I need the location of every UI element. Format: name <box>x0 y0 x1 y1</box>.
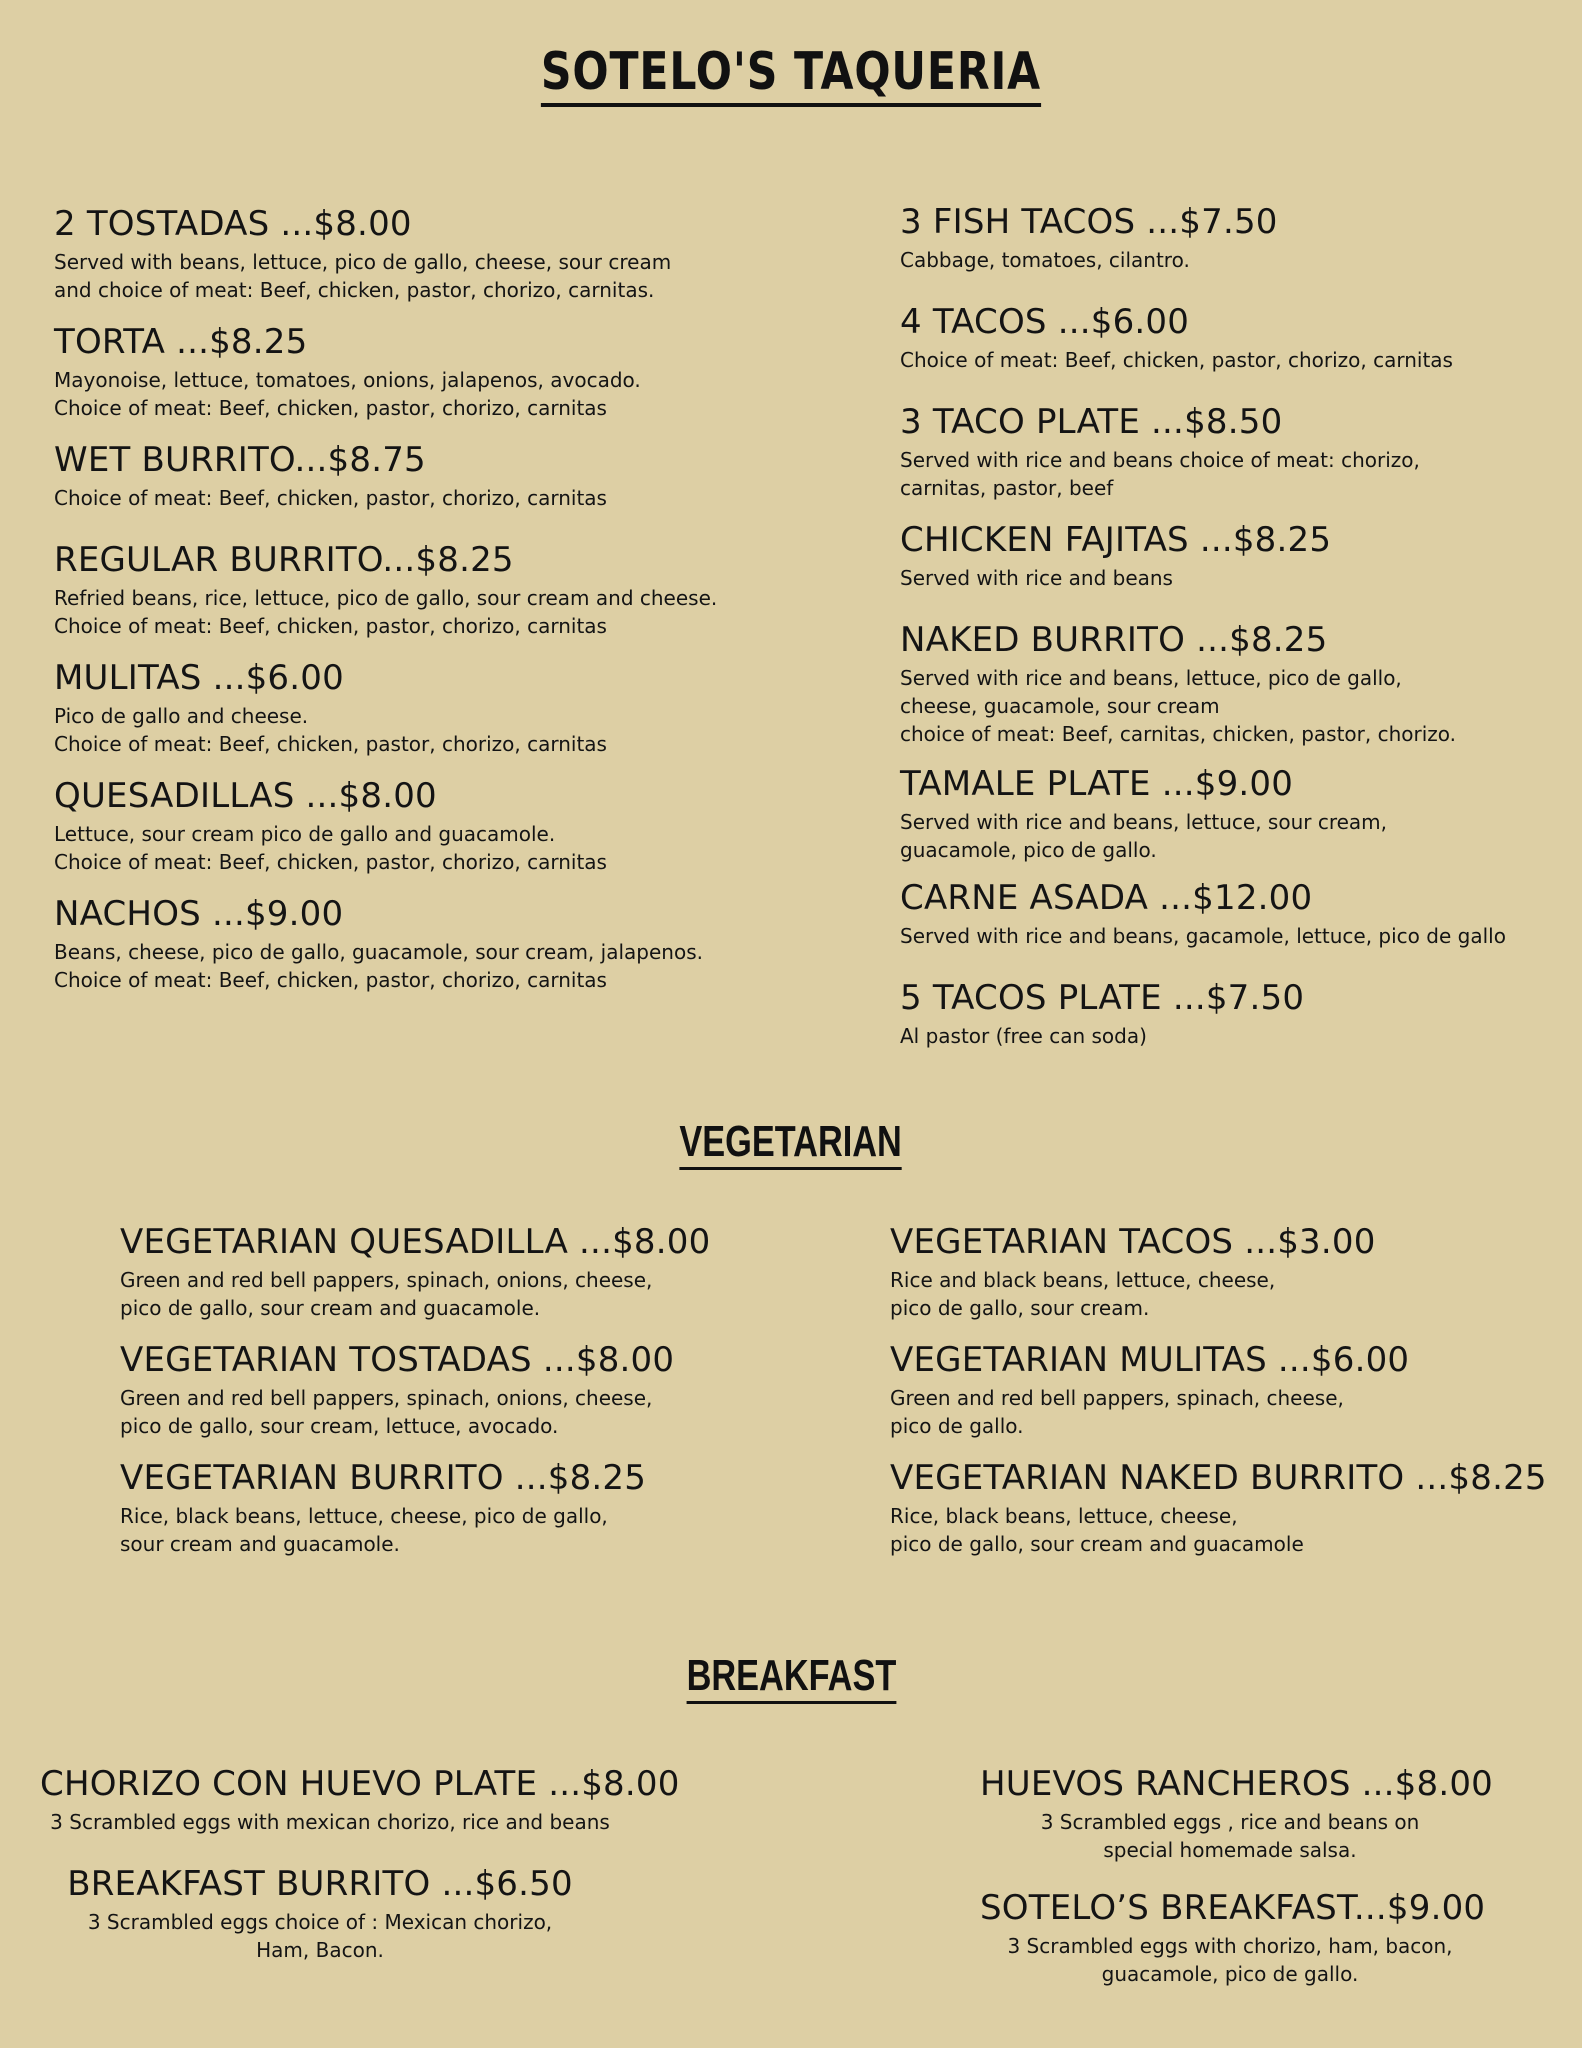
item-name: 2 TOSTADAS ...$8.00 <box>54 204 412 244</box>
item-description: Served with rice and beans, gacamole, lettuce, pico de gallo <box>900 924 1506 948</box>
item-name: REGULAR BURRITO...$8.25 <box>54 540 514 580</box>
item-description: Mayonoise, lettuce, tomatoes, onions, jalapenos, avocado. Choice of meat: Beef, chicken, pastor, chorizo, carnitas <box>54 368 641 420</box>
menu-item-nachos <box>54 894 703 994</box>
item-description: Served with rice and beans, lettuce, pico de gallo, cheese, guacamole, sour cream choice of meat: Beef, carnitas, chicken, pastor, chorizo. <box>900 666 1457 746</box>
item-description: Beans, cheese, pico de gallo, guacamole, sour cream, jalapenos. Choice of meat: Beef, chicken, pastor, chorizo, carnitas <box>54 940 703 992</box>
menu-item-veg-quesadilla <box>120 1222 710 1322</box>
item-description: 3 Scrambled eggs choice of : Mexican chorizo, Ham, Bacon. <box>87 1910 553 1962</box>
item-description: Choice of meat: Beef, chicken, pastor, chorizo, carnitas <box>900 348 1453 372</box>
menu-item-huevos-rancheros <box>980 1764 1494 1864</box>
menu-item-wet-burrito <box>54 440 607 512</box>
breakfast-heading <box>0 1652 1582 1704</box>
item-description: Served with rice and beans choice of meat: chorizo, carnitas, pastor, beef <box>900 448 1420 500</box>
item-name: WET BURRITO...$8.75 <box>54 440 426 480</box>
menu-item-torta <box>54 322 641 422</box>
item-description: 3 Scrambled eggs with chorizo, ham, bacon, guacamole, pico de gallo. <box>1007 1934 1453 1986</box>
menu-item-veg-burrito <box>120 1458 646 1558</box>
item-name: HUEVOS RANCHEROS ...$8.00 <box>980 1764 1494 1804</box>
restaurant-name: SOTELO'S TAQUERIA <box>541 44 1041 107</box>
item-description: Al pastor (free can soda) <box>900 1024 1147 1048</box>
item-description: 3 Scrambled eggs with mexican chorizo, rice and beans <box>50 1810 610 1834</box>
section-heading: BREAKFAST <box>686 1652 896 1704</box>
item-description: Pico de gallo and cheese. Choice of meat: Beef, chicken, pastor, chorizo, carnitas <box>54 704 607 756</box>
section-heading: VEGETARIAN <box>680 1118 902 1170</box>
item-description: Green and red bell pappers, spinach, onions, cheese, pico de gallo, sour cream and guacamole. <box>120 1268 653 1320</box>
menu-item-veg-tacos <box>890 1222 1376 1322</box>
menu-item-4-tacos <box>900 302 1453 374</box>
item-name: VEGETARIAN NAKED BURRITO ...$8.25 <box>890 1458 1547 1498</box>
vegetarian-heading <box>0 1118 1582 1170</box>
item-name: VEGETARIAN TOSTADAS ...$8.00 <box>120 1340 675 1380</box>
item-description: Green and red bell pappers, spinach, onions, cheese, pico de gallo, sour cream, lettuce, avocado. <box>120 1386 653 1438</box>
menu-item-tamale-plate <box>900 764 1387 864</box>
menu-item-tostadas <box>54 204 671 304</box>
item-name: QUESADILLAS ...$8.00 <box>54 776 437 816</box>
item-name: BREAKFAST BURRITO ...$6.50 <box>67 1864 573 1904</box>
menu-item-veg-mulitas <box>890 1340 1409 1440</box>
menu-item-fish-tacos <box>900 202 1278 274</box>
item-name: 5 TACOS PLATE ...$7.50 <box>900 978 1305 1018</box>
item-name: SOTELO’S BREAKFAST...$9.00 <box>980 1888 1486 1928</box>
item-name: CHICKEN FAJITAS ...$8.25 <box>900 520 1332 560</box>
item-name: MULITAS ...$6.00 <box>54 658 344 698</box>
item-name: 4 TACOS ...$6.00 <box>900 302 1190 342</box>
menu-item-chorizo-con-huevo <box>40 1764 680 1836</box>
menu-item-sotelos-breakfast <box>980 1888 1486 1988</box>
menu-item-chicken-fajitas <box>900 520 1331 592</box>
menu-item-breakfast-burrito <box>40 1864 600 1964</box>
item-description: Cabbage, tomatoes, cilantro. <box>900 248 1190 272</box>
item-description: Refried beans, rice, lettuce, pico de gallo, sour cream and cheese. Choice of meat: Beef, chicken, pastor, chorizo, carnitas <box>54 586 718 638</box>
item-description: Served with rice and beans, lettuce, sour cream, guacamole, pico de gallo. <box>900 810 1388 862</box>
menu-item-quesadillas <box>54 776 607 876</box>
item-name: 3 TACO PLATE ...$8.50 <box>900 402 1283 442</box>
item-description: Lettuce, sour cream pico de gallo and guacamole. Choice of meat: Beef, chicken, pastor, chorizo, carnitas <box>54 822 607 874</box>
item-name: VEGETARIAN QUESADILLA ...$8.00 <box>120 1222 711 1262</box>
item-description: Rice and black beans, lettuce, cheese, pico de gallo, sour cream. <box>890 1268 1276 1320</box>
menu-item-5-tacos-plate <box>900 978 1304 1050</box>
item-name: 3 FISH TACOS ...$7.50 <box>900 202 1278 242</box>
menu-item-3-taco-plate <box>900 402 1420 502</box>
item-name: TAMALE PLATE ...$9.00 <box>900 764 1294 804</box>
menu-item-mulitas <box>54 658 607 758</box>
item-description: Green and red bell pappers, spinach, cheese, pico de gallo. <box>890 1386 1344 1438</box>
item-name: CHORIZO CON HUEVO PLATE ...$8.00 <box>40 1764 680 1804</box>
item-name: NAKED BURRITO ...$8.25 <box>900 620 1328 660</box>
item-description: Served with rice and beans <box>900 566 1173 590</box>
item-name: CARNE ASADA ...$12.00 <box>900 878 1313 918</box>
item-name: VEGETARIAN MULITAS ...$6.00 <box>890 1340 1410 1380</box>
menu-item-veg-naked-burrito <box>890 1458 1547 1558</box>
menu-item-regular-burrito <box>54 540 717 640</box>
item-name: TORTA ...$8.25 <box>54 322 308 362</box>
menu-item-carne-asada <box>900 878 1506 950</box>
menu-item-naked-burrito <box>900 620 1456 748</box>
item-description: Served with beans, lettuce, pico de gallo, cheese, sour cream and choice of meat: Beef, chicken, pastor, chorizo, carnitas. <box>54 250 672 302</box>
item-name: VEGETARIAN BURRITO ...$8.25 <box>120 1458 647 1498</box>
item-description: Rice, black beans, lettuce, cheese, pico de gallo, sour cream and guacamole. <box>120 1504 608 1556</box>
menu-item-veg-tostadas <box>120 1340 674 1440</box>
item-name: VEGETARIAN TACOS ...$3.00 <box>890 1222 1376 1262</box>
item-name: NACHOS ...$9.00 <box>54 894 344 934</box>
item-description: Choice of meat: Beef, chicken, pastor, chorizo, carnitas <box>54 486 607 510</box>
item-description: 3 Scrambled eggs , rice and beans on special homemade salsa. <box>1040 1810 1420 1862</box>
menu-title <box>0 44 1582 107</box>
item-description: Rice, black beans, lettuce, cheese, pico de gallo, sour cream and guacamole <box>890 1504 1304 1556</box>
